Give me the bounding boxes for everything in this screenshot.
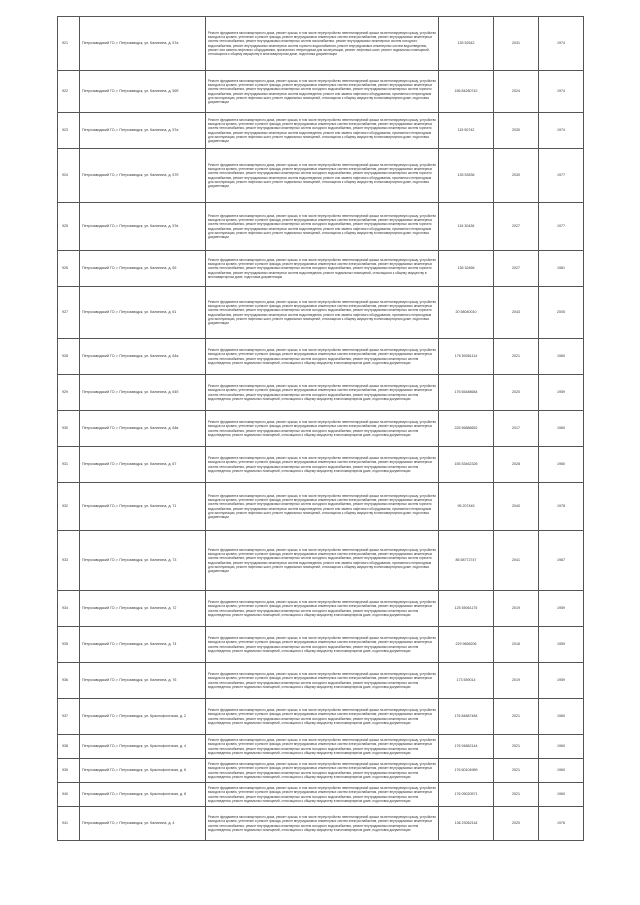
row-number: 925 — [58, 203, 80, 251]
table-body — [58, 17, 584, 841]
row-works: Ремонт фундамента многоквартирного дома, ремонт крыши, в том числе переустройство невентилируемой крыши на вентилируемую крышу, устройство выходов на кровлю, утепление и ремонт фасада, ремонт внутридомовых инженерных систем электроснабжения, ремонт внутридомовых инженерных систем теплоснабжения, ремонт внутридомовых инженерных систем холодного водоснабжения, ремонт внутридомовых инженерных систем водоотведения, ремонт подвальных помещений, относящихся к общему имуществу в многоквартирном доме, подготовка документации — [206, 807, 439, 841]
row-year-planned: 2019 — [494, 663, 539, 699]
row-cost: 86 58772747 — [439, 531, 494, 591]
row-number: 926 — [58, 251, 80, 287]
row-cost: 176 50061114 — [439, 339, 494, 375]
row-cost: 136 32466 — [439, 251, 494, 287]
row-year-planned: 2030 — [494, 113, 539, 149]
row-cost: 20 58040010 — [439, 287, 494, 339]
row-cost: 136 23062118 — [439, 807, 494, 841]
table-row — [58, 783, 584, 807]
table-row — [58, 699, 584, 735]
row-address: Петрозаводский ГО, г. Петрозаводск, ул. Калинина, д. 74 — [80, 627, 206, 663]
row-cost: 155 53462326 — [439, 447, 494, 483]
row-number: 941 — [58, 807, 80, 841]
row-year-built: 1960 — [539, 411, 584, 447]
row-year-built: 1959 — [539, 627, 584, 663]
table-row — [58, 251, 584, 287]
table-row — [58, 375, 584, 411]
row-number: 934 — [58, 591, 80, 627]
row-address: Петрозаводский ГО, г. Петрозаводск, ул. Краснофлотская, д. 6 — [80, 759, 206, 783]
row-year-planned: 2020 — [494, 375, 539, 411]
row-works: Ремонт фундамента многоквартирного дома, ремонт крыши, в том числе переустройство невентилируемой крыши на вентилируемую крышу, устройство выходов на кровлю, утепление и ремонт фасада, ремонт внутридомовых инженерных систем электроснабжения, ремонт внутридомовых инженерных систем теплоснабжения, ремонт внутридомовых инженерных систем холодного водоснабжения, ремонт внутридомовых инженерных систем водоотведения, ремонт подвальных помещений, относящихся к общему имуществу в многоквартирном доме, подготовка документации — [206, 663, 439, 699]
row-year-planned: 2021 — [494, 759, 539, 783]
row-year-built: 2005 — [539, 287, 584, 339]
row-year-planned: 2043 — [494, 287, 539, 339]
row-year-planned: 2021 — [494, 699, 539, 735]
row-works: Ремонт фундамента многоквартирного дома, ремонт крыши, в том числе переустройство невентилируемой крыши на вентилируемую крышу, устройство выходов на кровлю, утепление и ремонт фасада, ремонт внутридомовых инженерных систем электроснабжения, ремонт внутридомовых инженерных систем теплоснабжения, ремонт внутридомовых инженерных систем холодного водоснабжения, ремонт внутридомовых инженерных систем водоотведения, ремонт подвальных помещений, относящихся к общему имуществу в многоквартирном доме, подготовка документации — [206, 411, 439, 447]
row-address: Петрозаводский ГО, г. Петрозаводск, ул. Калинина, д. 61 — [80, 287, 206, 339]
row-number: 935 — [58, 627, 80, 663]
row-works: Ремонт фундамента многоквартирного дома, ремонт крыши, в том числе переустройство невентилируемой крыши на вентилируемую крышу, устройство выходов на кровлю, утепление и ремонт фасада, ремонт внутридомовых инженерных систем электроснабжения, ремонт внутридомовых инженерных систем теплоснабжения, ремонт внутридомовых инженерных систем газоснабжения, ремонт внутридомовых инженерных систем холодного водоснабжения, ремонт внутридомовых инженерных систем горячего водоснабжения, ремонт внутридомовых инженерных систем водоотведения, ремонт или замена лифтового оборудования, признанного непригодным для эксплуатации, ремонт лифтовых шахт, ремонт подвальных помещений, относящихся к общему имуществу в многоквартирном доме, подготовка документации — [206, 17, 439, 71]
row-works: Ремонт фундамента многоквартирного дома, ремонт крыши, в том числе переустройство невентилируемой крыши на вентилируемую крышу, устройство выходов на кровлю, утепление и ремонт фасада, ремонт внутридомовых инженерных систем электроснабжения, ремонт внутридомовых инженерных систем теплоснабжения, ремонт внутридомовых инженерных систем холодного водоснабжения, ремонт внутридомовых инженерных систем горячего водоснабжения, ремонт внутридомовых инженерных систем водоотведения, ремонт или замена лифтового оборудования, признанного непригодным для эксплуатации, ремонт лифтовых шахт, ремонт подвальных помещений, относящихся к общему имуществу в многоквартирном доме, подготовка документации — [206, 531, 439, 591]
row-number: 923 — [58, 113, 80, 149]
row-year-planned: 2031 — [494, 17, 539, 71]
row-cost: 135 53536 — [439, 149, 494, 203]
row-works: Ремонт фундамента многоквартирного дома, ремонт крыши, в том числе переустройство невентилируемой крыши на вентилируемую крышу, устройство выходов на кровлю, утепление и ремонт фасада, ремонт внутридомовых инженерных систем электроснабжения, ремонт внутридомовых инженерных систем теплоснабжения, ремонт внутридомовых инженерных систем холодного водоснабжения, ремонт внутридомовых инженерных систем водоотведения, ремонт подвальных помещений, относящихся к общему имуществу в многоквартирном доме, подготовка документации — [206, 783, 439, 807]
row-year-built: 1974 — [539, 113, 584, 149]
row-year-planned: 2030 — [494, 149, 539, 203]
table-row — [58, 591, 584, 627]
row-address: Петрозаводский ГО, г. Петрозаводск, ул. Калинина, д. 73 — [80, 531, 206, 591]
row-works: Ремонт фундамента многоквартирного дома, ремонт крыши, в том числе переустройство невентилируемой крыши на вентилируемую крышу, устройство выходов на кровлю, утепление и ремонт фасада, ремонт внутридомовых инженерных систем электроснабжения, ремонт внутридомовых инженерных систем теплоснабжения, ремонт внутридомовых инженерных систем холодного водоснабжения, ремонт внутридомовых инженерных систем горячего водоснабжения, ремонт внутридомовых инженерных систем водоотведения, ремонт или замена лифтового оборудования, признанного непригодным для эксплуатации, ремонт лифтовых шахт, ремонт подвальных помещений, относящихся к общему имуществу в многоквартирном доме, подготовка документации — [206, 483, 439, 531]
table-row — [58, 627, 584, 663]
table-row — [58, 483, 584, 531]
table-row — [58, 113, 584, 149]
row-year-built: 1960 — [539, 783, 584, 807]
row-cost: 156 84280742 — [439, 71, 494, 113]
row-address: Петрозаводский ГО, г. Петрозаводск, ул. Калинина, д. 57б — [80, 149, 206, 203]
row-address: Петрозаводский ГО, г. Петрозаводск, ул. Калинина, д. 67 — [80, 447, 206, 483]
row-year-built: 1960 — [539, 447, 584, 483]
row-cost: 116 30436 — [439, 203, 494, 251]
row-works: Ремонт фундамента многоквартирного дома, ремонт крыши, в том числе переустройство невентилируемой крыши на вентилируемую крышу, устройство выходов на кровлю, утепление и ремонт фасада, ремонт внутридомовых инженерных систем электроснабжения, ремонт внутридомовых инженерных систем теплоснабжения, ремонт внутридомовых инженерных систем холодного водоснабжения, ремонт внутридомовых инженерных систем горячего водоснабжения, ремонт внутридомовых инженерных систем водоотведения, ремонт или замена лифтового оборудования, признанного непригодным для эксплуатации, ремонт лифтовых шахт, ремонт подвальных помещений, относящихся к общему имуществу в многоквартирном доме, подготовка документации — [206, 287, 439, 339]
table-row — [58, 71, 584, 113]
table-row — [58, 149, 584, 203]
row-year-planned: 2019 — [494, 591, 539, 627]
row-number: 927 — [58, 287, 80, 339]
row-number: 928 — [58, 339, 80, 375]
row-year-planned: 2027 — [494, 251, 539, 287]
row-address: Петрозаводский ГО, г. Петрозаводск, ул. Калинина, д. 4 — [80, 807, 206, 841]
row-year-planned: 2021 — [494, 735, 539, 759]
row-works: Ремонт фундамента многоквартирного дома, ремонт крыши, в том числе переустройство невентилируемой крыши на вентилируемую крышу, устройство выходов на кровлю, утепление и ремонт фасада, ремонт внутридомовых инженерных систем электроснабжения, ремонт внутридомовых инженерных систем теплоснабжения, ремонт внутридомовых инженерных систем холодного водоснабжения, ремонт внутридомовых инженерных систем горячего водоснабжения, ремонт внутридомовых инженерных систем водоотведения, ремонт или замена лифтового оборудования, признанного непригодным для эксплуатации, ремонт лифтовых шахт, ремонт подвальных помещений, относящихся к общему имуществу в многоквартирном доме, подготовка документации — [206, 113, 439, 149]
row-cost: 135 52542 — [439, 17, 494, 71]
row-number: 924 — [58, 149, 80, 203]
capital-repair-table — [57, 16, 584, 841]
row-number: 939 — [58, 759, 80, 783]
row-address: Петрозаводский ГО, г. Петрозаводск, ул. Калинина, д. 59б — [80, 71, 206, 113]
row-number: 921 — [58, 17, 80, 71]
row-number: 931 — [58, 447, 80, 483]
row-address: Петрозаводский ГО, г. Петрозаводск, ул. Калинина, д. 72 — [80, 591, 206, 627]
row-number: 932 — [58, 483, 80, 531]
row-year-built: 1978 — [539, 483, 584, 531]
table-row — [58, 339, 584, 375]
table-row — [58, 203, 584, 251]
row-address: Петрозаводский ГО, г. Петрозаводск, ул. Калинина, д. 64а — [80, 339, 206, 375]
table-row — [58, 663, 584, 699]
row-cost: 176 94862144 — [439, 735, 494, 759]
row-cost: 225 56886652 — [439, 411, 494, 447]
row-number: 933 — [58, 531, 80, 591]
row-cost: 176 60104989 — [439, 759, 494, 783]
row-year-built: 1987 — [539, 531, 584, 591]
row-cost: 176 84887484 — [439, 699, 494, 735]
document-page — [57, 16, 583, 841]
table-row — [58, 759, 584, 783]
row-address: Петрозаводский ГО, г. Петрозаводск, ул. Краснофлотская, д. 8 — [80, 783, 206, 807]
table-row — [58, 17, 584, 71]
row-works: Ремонт фундамента многоквартирного дома, ремонт крыши, в том числе переустройство невентилируемой крыши на вентилируемую крышу, устройство выходов на кровлю, утепление и ремонт фасада, ремонт внутридомовых инженерных систем электроснабжения, ремонт внутридомовых инженерных систем теплоснабжения, ремонт внутридомовых инженерных систем холодного водоснабжения, ремонт внутридомовых инженерных систем водоотведения, ремонт подвальных помещений, относящихся к общему имуществу в многоквартирном доме, подготовка документации — [206, 759, 439, 783]
row-cost: 115 50742 — [439, 113, 494, 149]
row-address: Петрозаводский ГО, г. Петрозаводск, ул. Калинина, д. 57а — [80, 113, 206, 149]
row-works: Ремонт фундамента многоквартирного дома, ремонт крыши, в том числе переустройство невентилируемой крыши на вентилируемую крышу, устройство выходов на кровлю, утепление и ремонт фасада, ремонт внутридомовых инженерных систем электроснабжения, ремонт внутридомовых инженерных систем теплоснабжения, ремонт внутридомовых инженерных систем холодного водоснабжения, ремонт внутридомовых инженерных систем горячего водоснабжения, ремонт внутридомовых инженерных систем водоотведения, ремонт или замена лифтового оборудования, признанного непригодным для эксплуатации, ремонт лифтовых шахт, ремонт подвальных помещений, относящихся к общему имуществу в многоквартирном доме, подготовка документации — [206, 203, 439, 251]
row-year-built: 1976 — [539, 807, 584, 841]
row-address: Петрозаводский ГО, г. Петрозаводск, ул. Краснофлотская, д. 2 — [80, 699, 206, 735]
row-number: 940 — [58, 783, 80, 807]
row-year-planned: 2040 — [494, 483, 539, 531]
row-works: Ремонт фундамента многоквартирного дома, ремонт крыши, в том числе переустройство невентилируемой крыши на вентилируемую крышу, устройство выходов на кровлю, утепление и ремонт фасада, ремонт внутридомовых инженерных систем электроснабжения, ремонт внутридомовых инженерных систем теплоснабжения, ремонт внутридомовых инженерных систем холодного водоснабжения, ремонт внутридомовых инженерных систем водоотведения, ремонт подвальных помещений, относящихся к общему имуществу в многоквартирном доме, подготовка документации — [206, 627, 439, 663]
row-year-built: 1960 — [539, 339, 584, 375]
row-number: 938 — [58, 735, 80, 759]
row-cost: 176 65488684 — [439, 375, 494, 411]
row-address: Петрозаводский ГО, г. Петрозаводск, ул. Калинина, д. 57в — [80, 203, 206, 251]
table-row — [58, 735, 584, 759]
table-row — [58, 411, 584, 447]
row-works: Ремонт фундамента многоквартирного дома, ремонт крыши, в том числе переустройство невентилируемой крыши на вентилируемую крышу, устройство выходов на кровлю, утепление и ремонт фасада, ремонт внутридомовых инженерных систем электроснабжения, ремонт внутридомовых инженерных систем теплоснабжения, ремонт внутридомовых инженерных систем холодного водоснабжения, ремонт внутридомовых инженерных систем горячего водоснабжения, ремонт внутридомовых инженерных систем водоотведения, ремонт или замена лифтового оборудования, признанного непригодным для эксплуатации, ремонт лифтовых шахт, ремонт подвальных помещений, относящихся к общему имуществу в многоквартирном доме, подготовка документации — [206, 149, 439, 203]
row-number: 922 — [58, 71, 80, 113]
row-number: 937 — [58, 699, 80, 735]
row-works: Ремонт фундамента многоквартирного дома, ремонт крыши, в том числе переустройство невентилируемой крыши на вентилируемую крышу, устройство выходов на кровлю, утепление и ремонт фасада, ремонт внутридомовых инженерных систем электроснабжения, ремонт внутридомовых инженерных систем теплоснабжения, ремонт внутридомовых инженерных систем холодного водоснабжения, ремонт внутридомовых инженерных систем водоотведения, ремонт подвальных помещений, относящихся к общему имуществу в многоквартирном доме, подготовка документации — [206, 591, 439, 627]
row-number: 936 — [58, 663, 80, 699]
row-works: Ремонт фундамента многоквартирного дома, ремонт крыши, в том числе переустройство невентилируемой крыши на вентилируемую крышу, устройство выходов на кровлю, утепление и ремонт фасада, ремонт внутридомовых инженерных систем электроснабжения, ремонт внутридомовых инженерных систем теплоснабжения, ремонт внутридомовых инженерных систем холодного водоснабжения, ремонт внутридомовых инженерных систем горячего водоснабжения, ремонт внутридомовых инженерных систем водоотведения, ремонт подвальных помещений, относящихся к общему имуществу в многоквартирном доме, подготовка документации — [206, 251, 439, 287]
row-year-planned: 2027 — [494, 203, 539, 251]
row-works: Ремонт фундамента многоквартирного дома, ремонт крыши, в том числе переустройство невентилируемой крыши на вентилируемую крышу, устройство выходов на кровлю, утепление и ремонт фасада, ремонт внутридомовых инженерных систем электроснабжения, ремонт внутридомовых инженерных систем теплоснабжения, ремонт внутридомовых инженерных систем холодного водоснабжения, ремонт внутридомовых инженерных систем водоотведения, ремонт подвальных помещений, относящихся к общему имуществу в многоквартирном доме, подготовка документации — [206, 447, 439, 483]
row-address: Петрозаводский ГО, г. Петрозаводск, ул. Калинина, д. 71 — [80, 483, 206, 531]
row-works: Ремонт фундамента многоквартирного дома, ремонт крыши, в том числе переустройство невентилируемой крыши на вентилируемую крышу, устройство выходов на кровлю, утепление и ремонт фасада, ремонт внутридомовых инженерных систем электроснабжения, ремонт внутридомовых инженерных систем теплоснабжения, ремонт внутридомовых инженерных систем холодного водоснабжения, ремонт внутридомовых инженерных систем водоотведения, ремонт подвальных помещений, относящихся к общему имуществу в многоквартирном доме, подготовка документации — [206, 375, 439, 411]
row-works: Ремонт фундамента многоквартирного дома, ремонт крыши, в том числе переустройство невентилируемой крыши на вентилируемую крышу, устройство выходов на кровлю, утепление и ремонт фасада, ремонт внутридомовых инженерных систем электроснабжения, ремонт внутридомовых инженерных систем теплоснабжения, ремонт внутридомовых инженерных систем холодного водоснабжения, ремонт внутридомовых инженерных систем горячего водоснабжения, ремонт внутридомовых инженерных систем водоотведения, ремонт или замена лифтового оборудования, признанного непригодным для эксплуатации, ремонт лифтовых шахт, ремонт подвальных помещений, относящихся к общему имуществу в многоквартирном доме, подготовка документации — [206, 71, 439, 113]
row-year-built: 1959 — [539, 375, 584, 411]
row-year-built: 1960 — [539, 759, 584, 783]
table-row — [58, 807, 584, 841]
row-address: Петрозаводский ГО, г. Петрозаводск, ул. Калинина, д. 57а — [80, 17, 206, 71]
row-cost: 176 05020571 — [439, 783, 494, 807]
row-year-planned: 2016 — [494, 627, 539, 663]
row-address: Петрозаводский ГО, г. Петрозаводск, ул. Калинина, д. 64в — [80, 411, 206, 447]
row-number: 929 — [58, 375, 80, 411]
row-year-planned: 2028 — [494, 447, 539, 483]
row-address: Петрозаводский ГО, г. Петрозаводск, ул. Краснофлотская, д. 4 — [80, 735, 206, 759]
row-works: Ремонт фундамента многоквартирного дома, ремонт крыши, в том числе переустройство невентилируемой крыши на вентилируемую крышу, устройство выходов на кровлю, утепление и ремонт фасада, ремонт внутридомовых инженерных систем электроснабжения, ремонт внутридомовых инженерных систем теплоснабжения, ремонт внутридомовых инженерных систем холодного водоснабжения, ремонт внутридомовых инженерных систем водоотведения, ремонт подвальных помещений, относящихся к общему имуществу в многоквартирном доме, подготовка документации — [206, 699, 439, 735]
row-year-built: 1959 — [539, 663, 584, 699]
row-cost: 95 207445 — [439, 483, 494, 531]
row-year-planned: 2041 — [494, 531, 539, 591]
row-year-built: 1977 — [539, 149, 584, 203]
row-year-planned: 2020 — [494, 807, 539, 841]
row-year-built: 1977 — [539, 203, 584, 251]
table-row — [58, 447, 584, 483]
row-year-planned: 2021 — [494, 783, 539, 807]
table-row — [58, 287, 584, 339]
row-year-built: 1981 — [539, 251, 584, 287]
row-number: 930 — [58, 411, 80, 447]
row-year-built: 1960 — [539, 735, 584, 759]
row-year-built: 1974 — [539, 71, 584, 113]
table-row — [58, 531, 584, 591]
row-year-planned: 2017 — [494, 411, 539, 447]
row-year-planned: 2021 — [494, 339, 539, 375]
row-works: Ремонт фундамента многоквартирного дома, ремонт крыши, в том числе переустройство невентилируемой крыши на вентилируемую крышу, устройство выходов на кровлю, утепление и ремонт фасада, ремонт внутридомовых инженерных систем электроснабжения, ремонт внутридомовых инженерных систем теплоснабжения, ремонт внутридомовых инженерных систем холодного водоснабжения, ремонт внутридомовых инженерных систем водоотведения, ремонт подвальных помещений, относящихся к общему имуществу в многоквартирном доме, подготовка документации — [206, 735, 439, 759]
row-year-built: 1974 — [539, 17, 584, 71]
row-cost: 125 55061175 — [439, 591, 494, 627]
row-works: Ремонт фундамента многоквартирного дома, ремонт крыши, в том числе переустройство невентилируемой крыши на вентилируемую крышу, устройство выходов на кровлю, утепление и ремонт фасада, ремонт внутридомовых инженерных систем электроснабжения, ремонт внутридомовых инженерных систем теплоснабжения, ремонт внутридомовых инженерных систем холодного водоснабжения, ремонт внутридомовых инженерных систем водоотведения, ремонт подвальных помещений, относящихся к общему имуществу в многоквартирном доме, подготовка документации — [206, 339, 439, 375]
row-year-built: 1960 — [539, 699, 584, 735]
row-address: Петрозаводский ГО, г. Петрозаводск, ул. Калинина, д. 64б — [80, 375, 206, 411]
row-address: Петрозаводский ГО, г. Петрозаводск, ул. Калинина, д. 59 — [80, 251, 206, 287]
row-address: Петрозаводский ГО, г. Петрозаводск, ул. Калинина, д. 76 — [80, 663, 206, 699]
row-cost: 229 9656206 — [439, 627, 494, 663]
row-cost: 173 559014 — [439, 663, 494, 699]
row-year-planned: 2024 — [494, 71, 539, 113]
row-year-built: 1959 — [539, 591, 584, 627]
